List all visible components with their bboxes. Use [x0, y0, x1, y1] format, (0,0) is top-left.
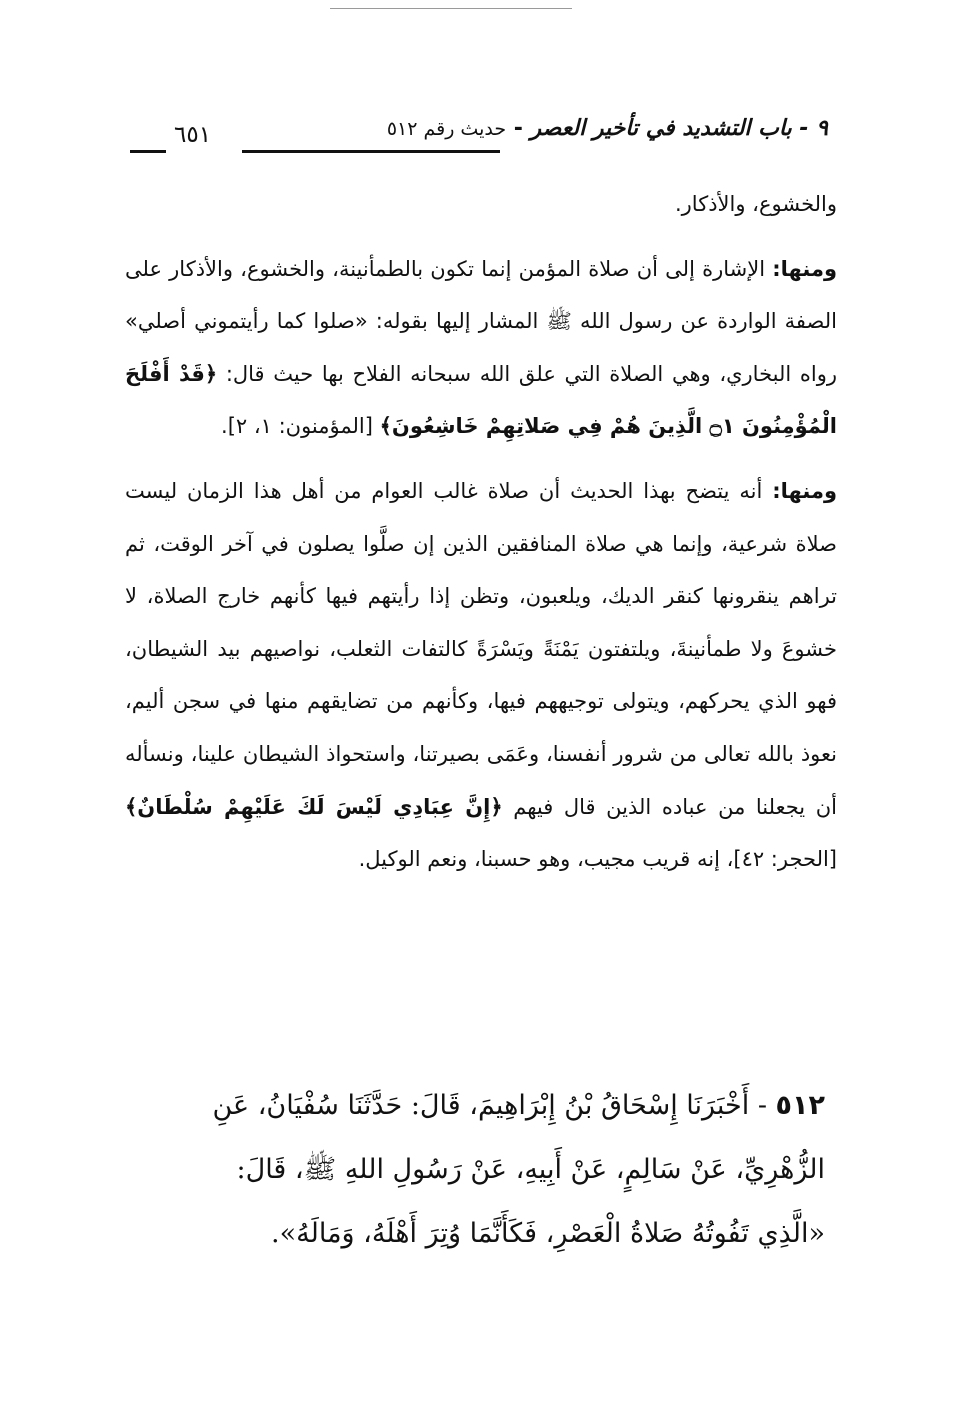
paragraph-2 — [125, 243, 837, 453]
hadith-text — [125, 1074, 825, 1266]
paragraph-lead: ومنها: — [772, 256, 837, 281]
verse-reference: [المؤمنون: ١، ٢]. — [221, 414, 380, 439]
paragraph-text: والخشوع، والأذكار. — [674, 192, 837, 216]
quran-verse: ﴿إِنَّ عِبَادِي لَيْسَ لَكَ عَلَيْهِمْ سُلْطَانٌ﴾ — [125, 794, 503, 819]
hadith-line-3: «الَّذِي تَفُوتُهُ صَلاةُ الْعَصْرِ، فَكَأَنَّمَا وُتِرَ أَهْلَهُ، وَمَالَهُ». — [271, 1218, 825, 1249]
page-header — [128, 112, 828, 164]
page-number-dash — [130, 150, 166, 153]
isnad-start: - أَخْبَرَنَا إِسْحَاقُ بْنُ إِبْرَاهِيمَ، قَالَ: حَدَّثَنَا سُفْيَانُ، عَنِ — [212, 1090, 776, 1121]
paragraph-lead: ومنها: — [772, 478, 837, 503]
chapter-title: ٩ - باب التشديد في تأخير العصر — [530, 116, 828, 141]
paragraph-3 — [125, 465, 837, 886]
running-title — [387, 116, 828, 141]
hadith-number: ٥١٢ — [775, 1090, 825, 1121]
commentary-body — [125, 178, 837, 886]
paragraph-text: أنه يتضح بهذا الحديث أن صلاة غالب العوام من أهل هذا الزمان ليست صلاة شرعية، وإنما هي صلاة المنافقين الذين إن صلَّوا يصلون في آخر الوقت، ثم تراهم ينقرونها كنقر الديك، ويلعبون، وتظن إذا رأيتهم فيها كأنهم خارج الصلاة، لا خشوعَ ولا طمأنينةَ، ويلتفتون يَمْنَةً ويَسْرَةً كالتفات الثعلب، نواصيهم بيد الشيطان، فهو الذي يحركهم، ويتولى توجيههم فيها، وكأنهم من تضايقهم منها في سجن أليم، نعوذ بالله تعالى من شرور أنفسنا، وعَمَى بصيرتنا، واستحواذ الشيطان علينا، ونسأله أن يجعلنا من عباده الذين قال فيهم — [125, 478, 837, 819]
header-rule — [242, 150, 500, 153]
hadith-line-2: الزُّهْرِيِّ، عَنْ سَالِمٍ، عَنْ أَبِيهِ، عَنْ رَسُولِ اللهِ ﷺ، قَالَ: — [236, 1154, 825, 1185]
quran-verse: ﴿قَدْ أَفْلَحَ الْمُؤْمِنُونَ ۝١ الَّذِينَ هُمْ فِي صَلاتِهِمْ خَاشِعُونَ﴾ — [125, 361, 837, 439]
paragraph-1 — [125, 178, 837, 231]
title-separator: - — [506, 116, 531, 141]
hadith-number-label: حديث رقم ٥١٢ — [386, 118, 507, 140]
verse-reference: [الحجر: ٤٢]، إنه قريب مجيب، وهو حسبنا، ونعم الوكيل. — [358, 847, 837, 872]
top-rule — [330, 8, 572, 9]
hadith-line-1 — [125, 1074, 825, 1138]
paragraph-text: الإشارة إلى أن صلاة المؤمن إنما تكون بالطمأنينة، والخشوع، والأذكار على الصفة الواردة عن رسول الله ﷺ المشار إليها بقوله: «صلوا كما رأيتموني أصلي» رواه البخاري، وهي الصلاة التي علق الله سبحانه الفلاح بها حيث قال: — [125, 256, 838, 386]
page-number: ٦٥١ — [174, 122, 212, 148]
